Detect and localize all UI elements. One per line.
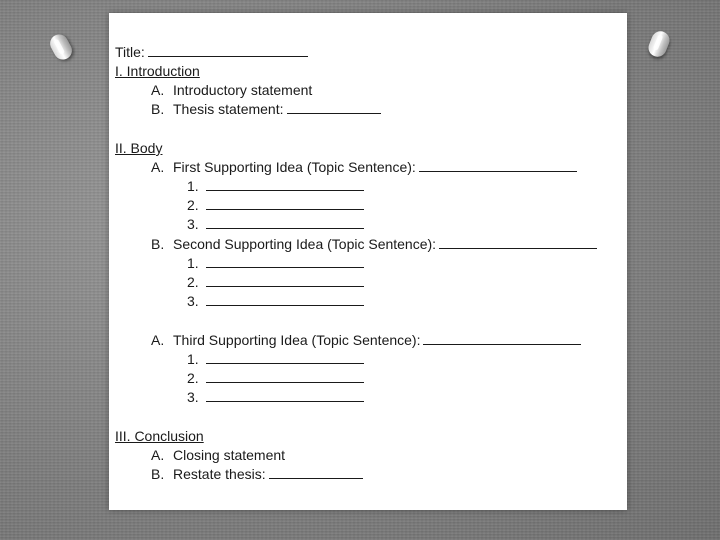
- detail-blank[interactable]: [206, 388, 364, 402]
- list-item: 2.: [187, 369, 364, 387]
- detail-blank[interactable]: [206, 273, 364, 287]
- title-blank[interactable]: [148, 43, 308, 57]
- conclusion-item-a: A. Closing statement: [151, 447, 286, 463]
- intro-item-a: A. Introductory statement: [151, 82, 313, 98]
- detail-blank[interactable]: [206, 177, 364, 191]
- list-item: 1.: [187, 177, 364, 195]
- first-supporting-idea: A. First Supporting Idea (Topic Sentence):: [151, 158, 577, 176]
- detail-blank[interactable]: [206, 350, 364, 364]
- list-item: 2.: [187, 273, 364, 291]
- pushpin-icon: [646, 29, 672, 60]
- detail-blank[interactable]: [206, 254, 364, 268]
- list-item: 3.: [187, 292, 364, 310]
- second-supporting-idea: B. Second Supporting Idea (Topic Sentence):: [151, 235, 597, 253]
- topic-sentence-blank[interactable]: [439, 235, 597, 249]
- detail-blank[interactable]: [206, 369, 364, 383]
- topic-sentence-blank[interactable]: [423, 331, 581, 345]
- list-item: 1.: [187, 350, 364, 368]
- restate-thesis-blank[interactable]: [269, 465, 363, 479]
- intro-item-b: B. Thesis statement:: [151, 100, 381, 118]
- introduction-heading: I. Introduction: [115, 63, 200, 79]
- conclusion-heading: III. Conclusion: [115, 428, 204, 444]
- topic-sentence-blank[interactable]: [419, 158, 577, 172]
- thesis-blank[interactable]: [287, 100, 381, 114]
- list-item: 3.: [187, 388, 364, 406]
- body-heading: II. Body: [115, 140, 163, 156]
- detail-blank[interactable]: [206, 215, 364, 229]
- list-item: 2.: [187, 196, 364, 214]
- list-item: 1.: [187, 254, 364, 272]
- pushpin-icon: [47, 31, 75, 62]
- third-supporting-idea: A. Third Supporting Idea (Topic Sentence):: [151, 331, 581, 349]
- title-line: Title:: [115, 43, 308, 61]
- outline-slide: [109, 13, 627, 510]
- list-item: 3.: [187, 215, 364, 233]
- conclusion-item-b: B. Restate thesis:: [151, 465, 363, 483]
- detail-blank[interactable]: [206, 196, 364, 210]
- detail-blank[interactable]: [206, 292, 364, 306]
